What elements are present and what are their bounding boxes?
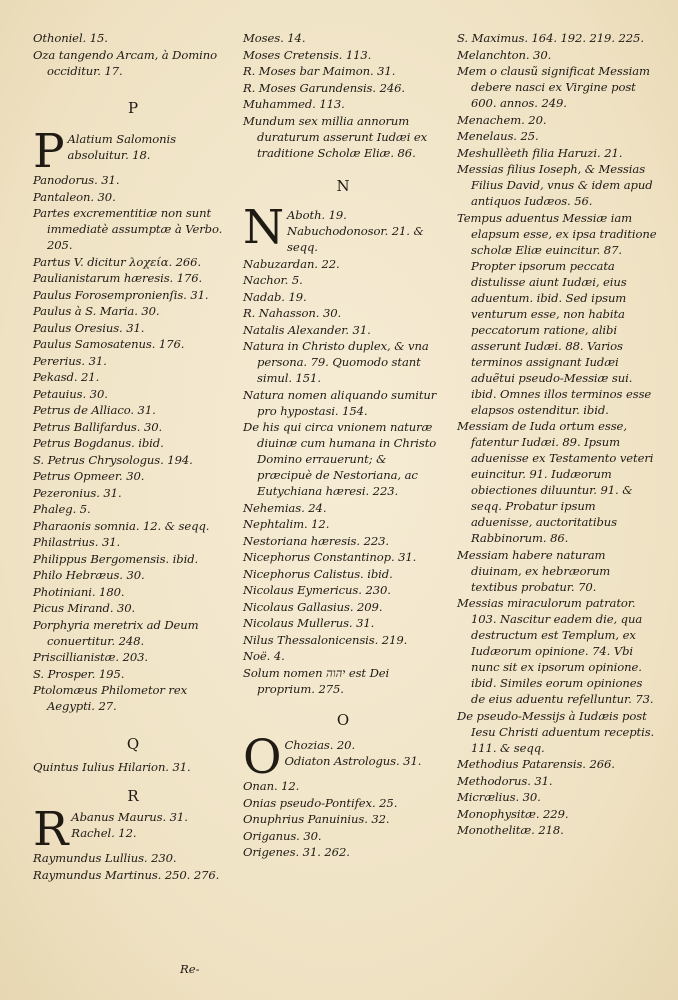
index-entry: Methodius Patarensis. 266. xyxy=(457,757,615,771)
index-entry: Mundum sex millia annorum duraturum asserunt Iudæi ex traditione Scholæ Eliæ. 86. xyxy=(243,113,428,160)
section-letter-o: O xyxy=(336,711,350,729)
index-entry: Petauius. 30. xyxy=(33,386,108,401)
index-entry: Petrus Opmeer. 30. xyxy=(33,469,145,483)
index-entry: Petrus Bogdanus. ibid. xyxy=(33,436,164,450)
index-entry: Moses. 14. xyxy=(243,31,306,45)
index-entry: Monothelitæ. 218. xyxy=(457,823,564,837)
index-entry: Picus Mirand. 30. xyxy=(33,601,136,615)
index-entry: Paulus Forosempronienſis. 31. xyxy=(33,287,209,302)
index-entry: Petrus de Alliaco. 31. xyxy=(33,403,156,417)
index-entry: Onan. 12. xyxy=(243,779,300,793)
index-entry: Panodorus. 31. xyxy=(33,173,120,187)
index-entry: Ptolomæus Philometor rex Aegypti. 27. xyxy=(33,683,188,713)
index-entry: Nicephorus Constantinop. 31. xyxy=(243,550,417,564)
index-entry-dropcap xyxy=(243,730,443,785)
index-entry-text: Aboth. 19. xyxy=(287,208,347,222)
index-entry: Photiniani. 180. xyxy=(33,584,125,599)
index-entry: Natura in Christo duplex, & vna persona. 79. Quomodo stant simul. 151. xyxy=(243,339,429,385)
index-entry: Oza tangendo Arcam, à Domino occiditur. 17. xyxy=(33,47,217,78)
index-entry: Nicolaus Eymericus. 230. xyxy=(243,583,391,597)
index-column-2 xyxy=(243,30,443,861)
index-entry: Natalis Alexander. 31. xyxy=(243,322,371,337)
index-entry: Raymundus Lullius. 230. xyxy=(33,851,177,865)
index-entry: Melanchton. 30. xyxy=(457,47,552,62)
index-entry: Philastrius. 31. xyxy=(33,535,121,549)
index-entry: Messiam de Iuda ortum esse, fatentur Iudæi. 89. Ipsum aduenisse ex Testamento veteri euincitur. 91. Iudæorum obiectiones diluuntur. 91. & seqq. Probatur ipsum aduenisse, auctoritatibus Rabbinorum. 86. xyxy=(457,419,654,545)
index-entry: Pharaonis somnia. 12. & seqq. xyxy=(33,518,210,533)
index-entry-text: Rachel. 12. xyxy=(71,826,137,840)
index-entry-dropcap xyxy=(243,200,443,255)
dropcap-r: R xyxy=(33,802,69,857)
index-entry: Messiam habere naturam diuinam, ex hebræorum textibus probatur. 70. xyxy=(457,547,611,594)
index-entry: Tempus aduentus Messiæ iam elapsum esse, ex ipsa traditione scholæ Eliæ euincitur. 87. Propter ipsorum peccata distulisse aiunt Iudæi, eius aduentum. ibid. Sed ipsum venturum esse, non habita peccatorum ratione, alibi asserunt Iudæi. 88. Varios terminos assignant Iudæi aduẽtui pseudo-Messiæ sui. ibid. Omnes illos terminos esse elapsos ostenditur. ibid. xyxy=(457,210,657,417)
index-entry: S. Maximus. 164. 192. 219. 225. xyxy=(457,31,644,45)
index-entry: Philo Hebræus. 30. xyxy=(33,568,145,582)
index-entry: Petrus Ballifardus. 30. xyxy=(33,419,163,434)
index-entry: Nachor. 5. xyxy=(243,273,303,287)
index-entry-text: Abanus Maurus. 31. xyxy=(71,810,188,824)
index-entry: Pantaleon. 30. xyxy=(33,189,116,204)
index-entry: Muhammed. 113. xyxy=(243,97,345,111)
index-entry: Methodorus. 31. xyxy=(457,773,553,788)
index-entry-text: Odiaton Astrologus. 31. xyxy=(284,754,422,768)
index-entry: Nicolaus Mullerus. 31. xyxy=(243,616,375,630)
index-entry: S. Prosper. 195. xyxy=(33,666,125,681)
index-entry: Partes excrementitiæ non sunt immediatè assumptæ à Verbo. 205. xyxy=(33,206,223,252)
index-entry: Paulus à S. Maria. 30. xyxy=(33,304,160,318)
section-letter-n: N xyxy=(336,177,350,195)
index-entry: Origanus. 30. xyxy=(243,828,322,843)
index-entry: Paulus Oresius. 31. xyxy=(33,320,145,335)
index-entry: Phaleg. 5. xyxy=(33,502,91,516)
index-entry: Solum nomen יהוה est Dei proprium. 275. xyxy=(243,665,390,696)
index-entry: Pekasd. 21. xyxy=(33,370,100,384)
index-entry: Menelaus. 25. xyxy=(457,129,539,143)
index-entry: Paulus Samosatenus. 176. xyxy=(33,337,185,351)
index-entry: Othoniel. 15. xyxy=(33,31,108,45)
index-entry: R. Moses Garundensis. 246. xyxy=(243,80,405,95)
index-entry: Meshullèeth filia Haruzi. 21. xyxy=(457,145,623,160)
index-entry-text: Chozias. 20. xyxy=(284,738,356,752)
index-entry: Partus V. dicitur λοχεία. 266. xyxy=(33,254,202,269)
dropcap-p: P xyxy=(33,124,65,179)
index-entry: Raymundus Martinus. 250. 276. xyxy=(33,867,220,882)
index-entry: De pseudo-Messijs à Iudæis post Iesu Christi aduentum receptis. 111. & seqq. xyxy=(457,708,655,755)
section-letter-q: Q xyxy=(126,734,140,753)
index-column-3 xyxy=(457,30,657,839)
index-entry-dropcap xyxy=(33,124,233,179)
index-entry: Onuphrius Panuinius. 32. xyxy=(243,812,390,826)
index-entry: Noë. 4. xyxy=(243,649,285,663)
index-entry: Moses Cretensis. 113. xyxy=(243,47,372,62)
index-entry: Messias miraculorum patrator. 103. Nascitur eadem die, qua destructum est Templum, ex Iudæorum opinione. 74. Vbi nunc sit ex ipsorum opinione. ibid. Similes eorum opiniones de eius aduentu refelluntur. 73. xyxy=(457,596,654,706)
index-entry: Onias pseudo-Pontifex. 25. xyxy=(243,795,398,810)
section-letter-r: R xyxy=(127,787,139,805)
index-entry: Paulianistarum hæresis. 176. xyxy=(33,271,203,285)
index-entry-text: Alatium Salomonis absoluitur. 18. xyxy=(67,132,176,162)
index-entry: Philippus Bergomensis. ibid. xyxy=(33,551,199,566)
index-entry: Quintus Iulius Hilarion. 31. xyxy=(33,759,191,774)
index-entry: Menachem. 20. xyxy=(457,112,547,127)
index-entry: Micrælius. 30. xyxy=(457,790,541,804)
index-entry: Nephtalim. 12. xyxy=(243,517,330,531)
index-entry: R. Nahasson. 30. xyxy=(243,306,342,320)
index-entry: Nehemias. 24. xyxy=(243,500,327,515)
index-entry: Natura nomen aliquando sumitur pro hypostasi. 154. xyxy=(243,387,437,418)
index-entry: Nicephorus Calistus. ibid. xyxy=(243,566,393,581)
index-entry: Nicolaus Gallasius. 209. xyxy=(243,599,383,614)
index-entry: Nilus Thessalonicensis. 219. xyxy=(243,632,408,647)
index-entry: Nabuzardan. 22. xyxy=(243,256,340,271)
index-entry: Pezeronius. 31. xyxy=(33,485,122,500)
index-entry: Nestoriana hæresis. 223. xyxy=(243,533,389,548)
index-entry: Monophysitæ. 229. xyxy=(457,806,569,821)
index-entry: Origenes. 31. 262. xyxy=(243,845,350,859)
index-column-1 xyxy=(33,30,233,883)
index-entry: Porphyria meretrix ad Deum conuertitur. 248. xyxy=(33,617,199,648)
index-entry: Mem o clausũ significat Messiam debere nasci ex Virgine post 600. annos. 249. xyxy=(457,64,650,110)
dropcap-n: N xyxy=(243,200,285,255)
index-entry: R. Moses bar Maimon. 31. xyxy=(243,64,396,78)
index-entry-dropcap xyxy=(33,802,233,857)
index-entry: Messias filius Ioseph, & Messias Filius David, vnus & idem apud antiquos Iudæos. 56. xyxy=(457,162,653,208)
catchword: Re- xyxy=(180,962,200,976)
section-letter-p: P xyxy=(128,99,138,117)
index-entry: Pererius. 31. xyxy=(33,353,107,368)
index-entry: Nadab. 19. xyxy=(243,289,307,304)
index-entry: De his qui circa vnionem naturæ diuinæ cum humana in Christo Domino errauerunt; & præcipuè de Nestoriana, ac Eutychiana hæresi. 223. xyxy=(243,420,437,498)
dropcap-o: O xyxy=(243,730,282,785)
index-entry: S. Petrus Chrysologus. 194. xyxy=(33,452,193,467)
index-entry: Priscillianistæ. 203. xyxy=(33,650,149,664)
index-entry-text: Nabuchodonosor. 21. & seqq. xyxy=(287,224,424,254)
